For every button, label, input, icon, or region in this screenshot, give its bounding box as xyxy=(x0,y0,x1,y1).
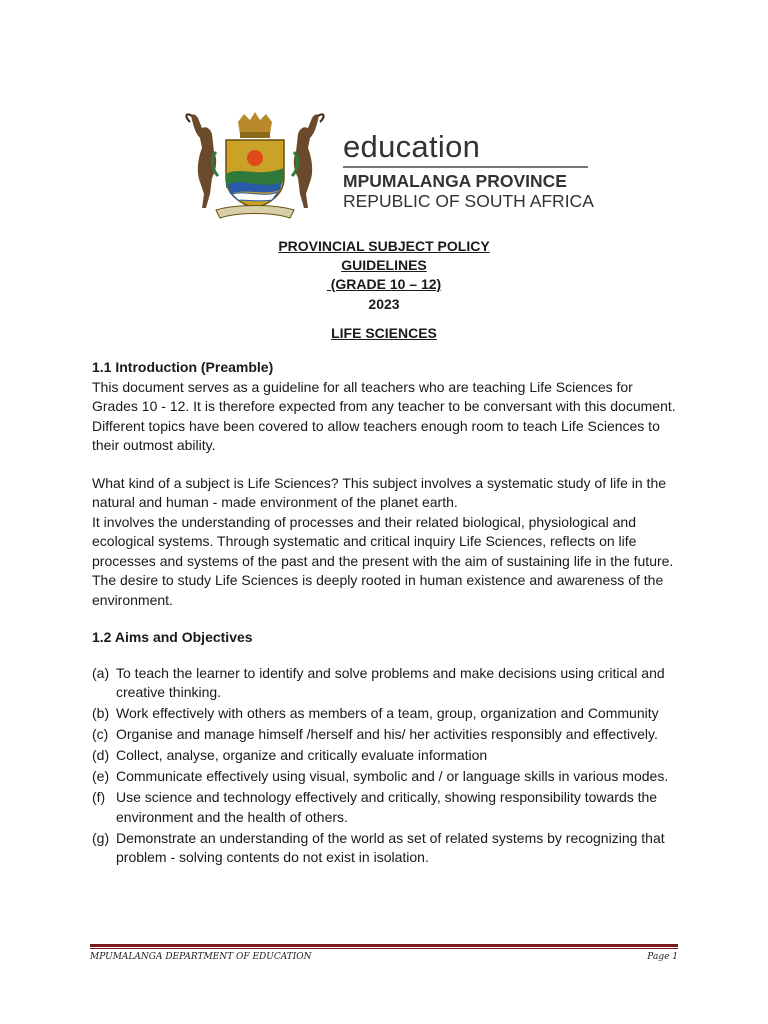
document-body xyxy=(92,358,682,869)
page-footer xyxy=(90,944,678,962)
aim-item-a xyxy=(92,664,682,703)
aim-marker: (c) xyxy=(92,726,109,742)
aim-text: Collect, analyse, organize and critically evaluate information xyxy=(116,747,488,763)
intro-paragraph-3: It involves the understanding of processes and their related biological, physiological and ecological systems. Through systematic and critical inquiry Life Sciences, reflects on life processes and systems of the past and the present with the aim of sustaining life in the future. The desire to study Life Sciences is deeply rooted in human existence and awareness of the environment. xyxy=(92,513,674,608)
intro-paragraph-1: This document serves as a guideline for all teachers who are teaching Life Sciences for Grades 10 - 12. It is therefore expected from any teacher to be conversant with this document. Different topics have been covered to allow teachers enough room to teach Life Sciences to their outmost ability. xyxy=(92,378,676,453)
aim-item-b xyxy=(92,704,682,724)
aim-marker: (g) xyxy=(92,829,110,846)
brand-block xyxy=(343,130,593,212)
section-gap xyxy=(92,610,682,628)
aim-marker: (f) xyxy=(92,789,106,805)
title-line-3: (GRADE 10 – 12) xyxy=(326,276,442,292)
aim-item-c xyxy=(92,725,682,745)
header-logo xyxy=(180,112,600,222)
aim-text: Use science and technology effectively and critically, showing responsibility towards the environment and the health of others. xyxy=(116,789,658,825)
footer-text xyxy=(90,952,678,962)
aim-text: Communicate effectively using visual, symbolic and / or language skills in various modes. xyxy=(116,768,669,784)
brand-province: MPUMALANGA PROVINCE xyxy=(343,171,567,191)
aims-list xyxy=(92,664,682,868)
brand-country: REPUBLIC OF SOUTH AFRICA xyxy=(343,191,594,211)
title-year: 2023 xyxy=(368,296,400,312)
footer-rule-thin xyxy=(90,948,678,949)
document-title xyxy=(0,237,768,343)
aim-text: Work effectively with others as members of a team, group, organization and Community xyxy=(116,705,659,721)
title-line-1: PROVINCIAL SUBJECT POLICY xyxy=(278,238,490,254)
coat-of-arms-icon xyxy=(180,112,330,222)
aim-text: To teach the learner to identify and solve problems and make decisions using critical and creative thinking. xyxy=(116,664,665,700)
intro-paragraph-2: What kind of a subject is Life Sciences? This subject involves a systematic study of life in the natural and human - made environment of the planet earth. xyxy=(92,474,667,510)
paragraph-gap xyxy=(92,456,682,474)
aim-marker: (a) xyxy=(92,664,110,681)
section-heading-intro: 1.1 Introduction (Preamble) xyxy=(92,359,274,375)
aim-item-f xyxy=(92,788,682,827)
aim-marker: (e) xyxy=(92,768,110,784)
aim-marker: (d) xyxy=(92,747,110,763)
title-line-2: GUIDELINES xyxy=(341,257,427,273)
aim-item-g xyxy=(92,829,682,868)
section-heading-aims: 1.2 Aims and Objectives xyxy=(92,629,253,645)
footer-department: MPUMALANGA DEPARTMENT OF EDUCATION xyxy=(90,952,312,962)
subject-title: LIFE SCIENCES xyxy=(331,325,437,341)
aim-text: Demonstrate an understanding of the world as set of related systems by recognizing that problem - solving contents do not exist in isolation. xyxy=(116,829,665,865)
brand-divider xyxy=(343,166,588,168)
footer-page-number: Page 1 xyxy=(647,952,678,962)
aim-marker: (b) xyxy=(92,705,110,721)
aim-item-e xyxy=(92,767,682,787)
footer-rule xyxy=(90,944,678,947)
aim-text: Organise and manage himself /herself and his/ her activities responsibly and effectively. xyxy=(116,726,658,742)
brand-wordmark: education xyxy=(343,129,481,164)
aim-item-d xyxy=(92,746,682,766)
